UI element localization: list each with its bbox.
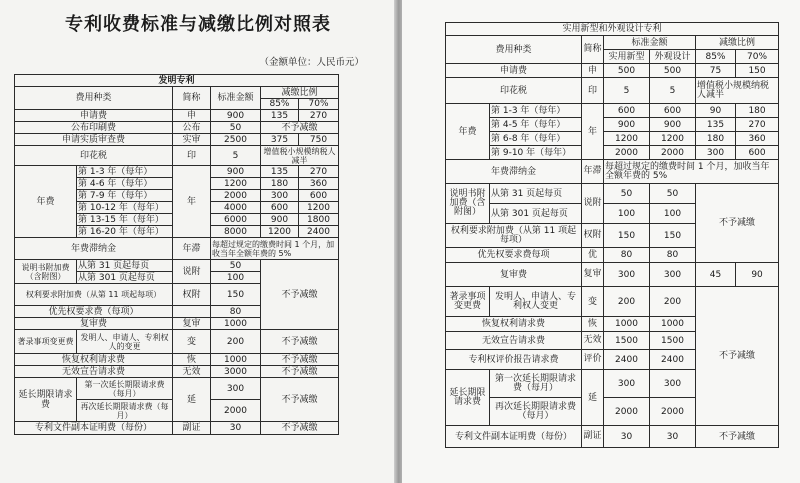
- table-row: 优先权要求费每项: [446, 248, 582, 263]
- header-abbr: 简称: [173, 87, 211, 110]
- annual-fee-label: 年费: [446, 104, 490, 160]
- table-row: 权利要求附加费（从第 11 项起每项）: [15, 284, 173, 306]
- header-85: 85%: [696, 50, 736, 64]
- header-std: 标准金额: [211, 87, 261, 110]
- table-row: 申请费: [15, 110, 173, 122]
- table-row: 无效宣告请求费: [446, 332, 582, 350]
- table-row: 优先权要求费（每项）: [15, 306, 173, 318]
- table-row: 恢复权利请求费: [446, 317, 582, 332]
- unit-note: （金额单位：人民币元）: [259, 57, 364, 68]
- header-70: 70%: [736, 50, 779, 64]
- table-row: 无效宣告请求费: [15, 366, 173, 378]
- no-reduction: 不予减缴: [261, 260, 339, 330]
- ext-fee-label: 延长期限请求费: [15, 378, 77, 422]
- table-row: 复审费: [15, 318, 173, 330]
- no-reduction-3: 不予减缴: [696, 426, 779, 448]
- header-design: 外观设计: [650, 50, 696, 64]
- change-fee-label: 著录事项变更费: [446, 287, 490, 317]
- page-title: 专利收费标准与减缴比例对照表: [65, 14, 331, 35]
- right-page: [402, 0, 800, 483]
- change-fee-label: 著录事项变更费: [15, 330, 77, 354]
- table-row: 年费滞纳金: [15, 238, 173, 260]
- table-row: 专利文件副本证明费（每份）: [446, 426, 582, 448]
- header-utility: 实用新型: [604, 50, 650, 64]
- header-type: 费用种类: [15, 87, 173, 110]
- table-row: 复审费: [446, 263, 582, 287]
- no-reduction-2: 不予减缴: [696, 287, 779, 426]
- section-title: 实用新型和外观设计专利: [446, 23, 779, 36]
- table-row: 恢复权利请求费: [15, 354, 173, 366]
- table-row: 权利要求附加费（从第 11 项起每项）: [446, 224, 582, 248]
- ext-fee-label: 延长期限请求费: [446, 370, 490, 426]
- desc-fee-label: 说明书附加费（含附图）: [15, 260, 77, 284]
- table-row: 专利权评价报告请求费: [446, 350, 582, 370]
- header-reduction: 减缴比例: [696, 36, 779, 50]
- table-row: 专利文件副本证明费（每份）: [15, 422, 173, 435]
- table-row: 申请费: [446, 64, 582, 78]
- invention-fee-table: 发明专利 费用种类 简称 标准金额 减缴比例 85% 70% 申请费 申 900 135 270 公布印刷费 公布 50 不予减缴 申请实质审查费 实审 2500 375 750 印花税 印 5 增值税小规模纳税人减半 年费 第 1-3 年（每年） 年 900 135 270 第 4-6 年（每年） 1200 180 360 第 7-9 年（每年） 2000 300 600 第 10-12 年（每年） 4000 600 1200 第 13-15 年（每年） 6000 900 1800 第 16-20 年（每年） 8000 1200 2400 年费滞纳金 年滞 每超过规定的缴费时间 1 个月，加收当年全额年费的 5% 说明书附加费（含附图） 从第 31 页起每页 说附 50 不予减缴 从第 301 页起每页 100 权利要求附加费（从第 11 项起每项） 权附 150 优先权要求费（每项） 80 复审费 复审 1000 著录事项变更费 发明人、申请人、专利权人的变更 变 200 不予减缴 恢复权利请求费 恢 1000 不予减缴 无效宣告请求费 无效 3000 不予减缴 延长期限请求费 第一次延长期限请求费（每月） 延 300 不予减缴 再次延长期限请求费（每月） 2000 专利文件副本证明费（每份） 副证 30 不予减缴: [14, 74, 339, 435]
- left-page: [0, 0, 396, 483]
- utility-design-fee-table: 实用新型和外观设计专利 费用种类 简称 标准金额 减缴比例 实用新型 外观设计 85% 70% 申请费 申 500 500 75 150 印花税 印 5 5 增值税小规模纳税人减半 年费 第 1-3 年（每年） 年 600 600 90 180 第 4-5 年（每年） 900 900 135 270 第 6-8 年（每年） 1200 1200 180 360 第 9-10 年（每年） 2000 2000 300 600 年费滞纳金 年滞 每超过规定的缴费时间 1 个月，加收当年全额年费的 5% 说明书附加费（含附图） 从第 31 页起每页 说附 50 50 不予减缴 从第 301 页起每页 100 100 权利要求附加费（从第 11 项起每项） 权附 150 150 优先权要求费每项 优 80 80 复审费 复审 300 300 45 90 著录事项变更费 发明人、申请人、专利权人变更 变 200 200 不予减缴 恢复权利请求费 恢 1000 1000 无效宣告请求费 无效 1500 1500 专利权评价报告请求费 评价 2400 2400 延长期限请求费 第一次延长期限请求费（每月） 延 300 300 再次延长期限请求费（每月） 2000 2000 专利文件副本证明费（每份） 副证 30 30 不予减缴: [445, 22, 779, 448]
- table-row: 印花税: [15, 146, 173, 166]
- table-row: 公布印刷费: [15, 122, 173, 134]
- header-abbr: 简称: [582, 36, 604, 64]
- desc-fee-label: 说明书附加费（含附图）: [446, 184, 490, 224]
- table-row: 印花税: [446, 78, 582, 104]
- header-std: 标准金额: [604, 36, 696, 50]
- no-reduction: 不予减缴: [696, 184, 779, 263]
- annual-fee-label: 年费: [15, 166, 77, 238]
- header-85: 85%: [261, 99, 299, 110]
- header-reduction: 减缴比例: [261, 87, 339, 99]
- table-row: 申请实质审查费: [15, 134, 173, 146]
- section-title: 发明专利: [15, 75, 339, 87]
- header-type: 费用种类: [446, 36, 582, 64]
- table-row: 年费滞纳金: [446, 160, 582, 184]
- header-70: 70%: [299, 99, 339, 110]
